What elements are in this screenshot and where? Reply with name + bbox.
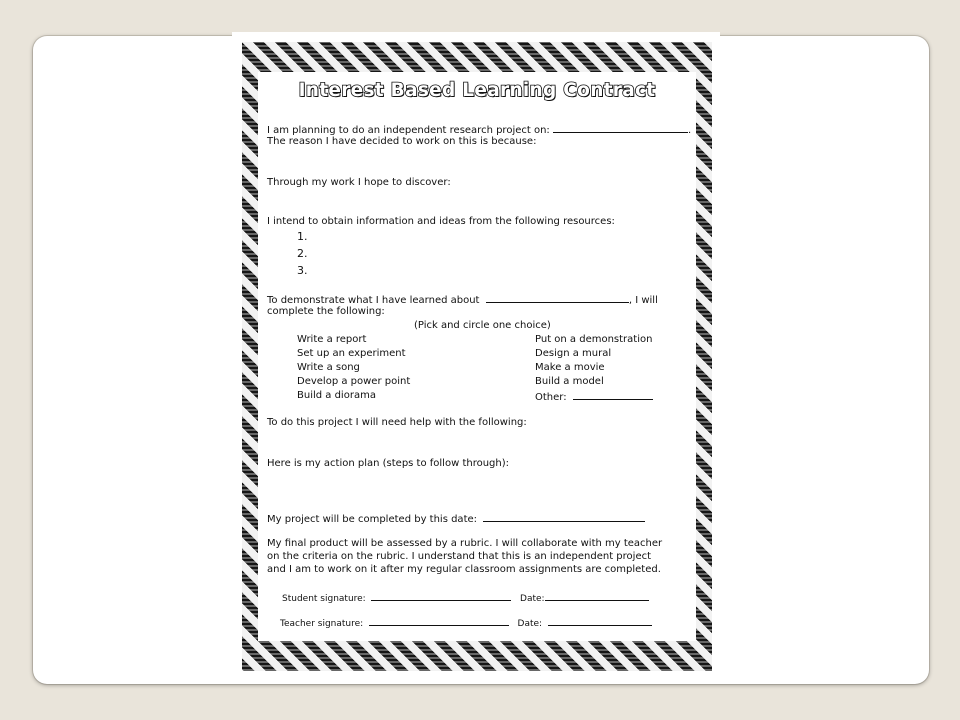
help-line: To do this project I will need help with the following:	[267, 417, 527, 428]
resources-line: I intend to obtain information and ideas from the following resources:	[267, 216, 615, 227]
reason-line: The reason I have decided to work on this is because:	[267, 136, 537, 147]
resource-number: 2.	[297, 247, 308, 260]
resource-number: 1.	[297, 230, 308, 243]
choice-item: Set up an experiment	[297, 348, 406, 359]
choice-other: Other:	[535, 390, 653, 404]
teacher-signature-blank	[369, 616, 509, 626]
project-line: I am planning to do an independent research project on: .	[267, 125, 692, 136]
final-line: and I am to work on it after my regular classroom assignments are completed.	[267, 564, 661, 575]
completion-date-line: My project will be completed by this date:	[267, 512, 645, 526]
resource-number: 3.	[297, 264, 308, 277]
action-plan-line: Here is my action plan (steps to follow through):	[267, 458, 510, 469]
project-blank	[553, 123, 688, 133]
final-line: on the criteria on the rubric. I understand that this is an independent project	[267, 551, 652, 562]
choice-item: Make a movie	[535, 362, 605, 373]
contract-title: Interest Based Learning Contract	[298, 80, 656, 101]
teacher-signature-line: Teacher signature: Date:	[280, 616, 652, 630]
choice-item: Design a mural	[535, 348, 612, 359]
other-blank	[573, 390, 653, 400]
student-date-blank	[545, 591, 649, 601]
choice-item: Develop a power point	[297, 376, 411, 387]
final-line: My final product will be assessed by a rubric. I will collaborate with my teacher	[267, 538, 663, 549]
discover-line: Through my work I hope to discover:	[267, 177, 451, 188]
student-signature-line: Student signature: Date:	[282, 591, 649, 605]
teacher-date-blank	[548, 616, 652, 626]
date-blank	[483, 512, 645, 522]
contract-body	[258, 72, 696, 641]
student-signature-blank	[371, 591, 511, 601]
topic-blank	[486, 293, 629, 303]
choice-item: Put on a demonstration	[535, 334, 653, 345]
decorative-border	[242, 42, 712, 671]
choice-item: Write a report	[297, 334, 367, 345]
demonstrate-line: To demonstrate what I have learned about , I will	[267, 295, 658, 306]
choice-item: Build a model	[535, 376, 604, 387]
pick-note: (Pick and circle one choice)	[414, 320, 551, 331]
choice-item: Write a song	[297, 362, 360, 373]
choice-item: Build a diorama	[297, 390, 376, 401]
complete-line: complete the following:	[267, 306, 385, 317]
